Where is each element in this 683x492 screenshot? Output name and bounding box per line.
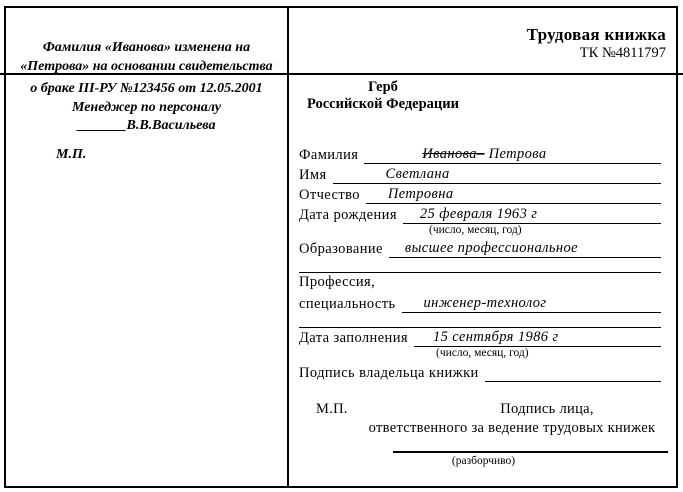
field-value-line: Петровна — [366, 185, 661, 204]
labor-book-title-page — [289, 0, 678, 488]
state-emblem-caption — [297, 79, 469, 113]
field-fill-date — [299, 328, 661, 347]
field-label: специальность — [299, 296, 396, 312]
document-title: Трудовая книжка — [526, 25, 666, 44]
field-birth-date — [299, 204, 661, 224]
crossed-out-value: Иванова– — [422, 146, 485, 162]
name-change-note-panel — [6, 0, 287, 488]
signature-blank-line — [485, 381, 661, 382]
responsible-signature-line — [393, 451, 668, 453]
field-patronymic — [299, 184, 661, 204]
field-owner-signature — [299, 360, 661, 382]
field-label: Фамилия — [299, 147, 359, 163]
stamp-place-right: М.П. — [316, 401, 348, 417]
field-first-name — [299, 164, 661, 184]
hr-signature: _______В.В.Васильева — [77, 118, 216, 133]
field-value-line — [364, 145, 661, 164]
field-label: Имя — [299, 167, 327, 183]
emblem-line: Российской Федерации — [306, 96, 459, 112]
note-line: Фамилия «Иванова» изменена на — [42, 40, 251, 55]
responsible-signature-block — [289, 400, 678, 438]
field-label: Образование — [299, 241, 383, 257]
continuation-line — [299, 258, 661, 273]
field-surname — [299, 144, 661, 164]
title-block — [289, 25, 678, 61]
field-label: Дата заполнения — [299, 330, 408, 346]
name-change-note-bottom — [6, 80, 287, 136]
profession-label-line1: Профессия, — [299, 274, 376, 290]
note-line: Менеджер по персоналу — [71, 99, 222, 115]
field-profession — [299, 293, 661, 313]
legible-hint: (разборчиво) — [451, 455, 516, 467]
field-value-line: высшее профессиональное — [389, 239, 661, 258]
field-label: Дата рождения — [299, 207, 397, 223]
stamp-place-left: М.П. — [56, 147, 87, 162]
date-format-hint: (число, месяц, год) — [436, 347, 529, 359]
note-line: «Петрова» на основании свидетельства — [20, 58, 273, 74]
field-value: Петрова — [488, 146, 547, 162]
note-line: о браке III-РУ №123456 от 12.05.2001 — [30, 81, 263, 96]
personal-data-form — [299, 144, 661, 382]
responsible-caption — [356, 400, 668, 438]
name-change-note-top — [6, 39, 287, 76]
field-education — [299, 237, 661, 258]
field-value-line: инженер-технолог — [402, 294, 661, 313]
field-label: Подпись владельца книжки — [299, 365, 479, 381]
continuation-line — [299, 313, 661, 328]
date-format-hint: (число, месяц, год) — [429, 224, 522, 236]
document-number: ТК №4811797 — [579, 45, 666, 61]
field-value-line: 25 февраля 1963 г — [403, 205, 661, 224]
field-label: Отчество — [299, 187, 360, 203]
caption-line: Подпись лица, — [500, 401, 594, 417]
field-value-line: Светлана — [333, 165, 661, 184]
caption-line: ответственного за ведение трудовых книжек — [368, 420, 656, 436]
field-value-line: 15 сентября 1986 г — [414, 328, 661, 347]
emblem-line: Герб — [368, 79, 398, 95]
